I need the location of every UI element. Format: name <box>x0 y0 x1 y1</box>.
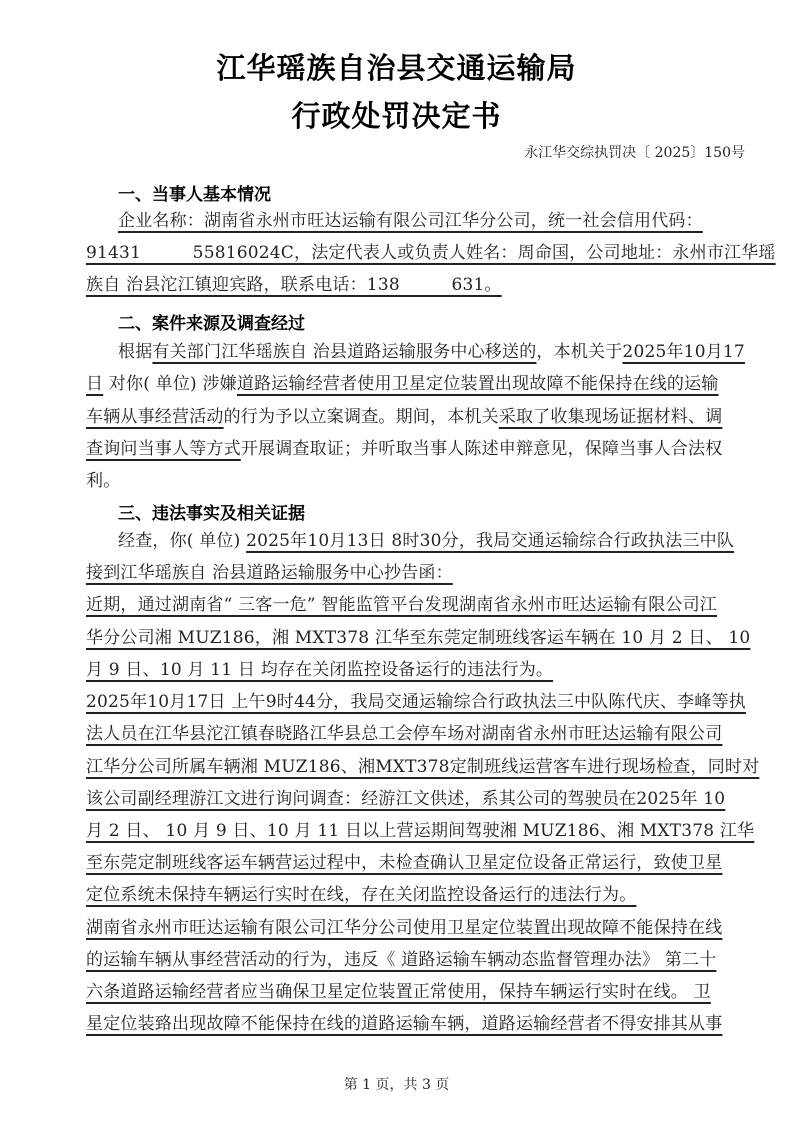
underlined-text: 91431 55816024C，法定代表人或负责人姓名：周命国，公司地址：永州市江华瑶 <box>86 243 776 263</box>
paragraph-line <box>86 981 746 1003</box>
paragraph-line <box>118 210 746 232</box>
paragraph-line <box>86 659 746 681</box>
underlined-text: 该公司副经理游江文进行询问调查：经游江文供述，系其公司的驾驶员在2025年 10 <box>86 789 726 809</box>
underlined-text: 接到江华瑶族自 治县道路运输服务中心抄告函： <box>86 563 453 583</box>
underlined-text: 2025年10月17日 上午9时44分，我局交通运输综合行政执法三中队陈代庆、李峰等执 <box>86 692 746 712</box>
paragraph-line <box>118 341 746 363</box>
text-span: 根据 <box>118 342 153 362</box>
underlined-text: 族自 治县沱江镇迎宾路，联系电话：138 631。 <box>86 275 502 295</box>
page-footer: 第 1 页，共 3 页 <box>343 1077 450 1093</box>
section-heading: 三、违法事实及相关证据 <box>118 504 305 524</box>
document-title-line2: 行政处罚决定书 <box>291 99 502 133</box>
text-span: ，本机关于 <box>536 342 623 362</box>
paragraph-line <box>86 756 760 778</box>
underlined-text: 华分公司湘 MUZ186，湘 MXT378 江华至东莞定制班线客运车辆在 10 月 2 日、 10 <box>86 628 751 648</box>
underlined-text: 六条道路运输经营者应当确保卫星定位装置正常使用，保持车辆运行实时在线。 卫 <box>86 982 711 1002</box>
document-title-line1: 江华瑶族自治县交通运输局 <box>216 51 577 85</box>
section-heading: 一、当事人基本情况 <box>118 185 271 205</box>
underlined-text: 道路运输经营者使用卫星定位装置出现故障不能保持在线的运输 <box>236 374 719 394</box>
underlined-text: 湖南省永州市旺达运输有限公司江华分公司使用卫星定位装置出现故障不能保持在线 <box>86 918 723 938</box>
underlined-text: 2025年10月17 <box>622 342 745 362</box>
paragraph-line <box>86 917 746 939</box>
paragraph-line <box>86 884 746 906</box>
underlined-text: 有关部门江华瑶族自 治县道路运输服务中心移送的 <box>152 342 537 362</box>
underlined-text: 车辆从事经营活动 <box>86 407 224 427</box>
text-span: 经查，你( 单位) <box>118 531 247 551</box>
text-span: 开展调查取证；并听取当事人陈述申辩意见，保障当事人合法权 <box>240 439 723 459</box>
paragraph-line <box>86 438 746 460</box>
paragraph-line <box>86 723 746 745</box>
paragraph-line <box>86 373 746 395</box>
text-span: 利。 <box>86 471 121 491</box>
text-span: 的行为予以立案调查。期间，本机关 <box>223 407 499 427</box>
underlined-text: 查询问当事人等方式 <box>86 439 241 459</box>
paragraph-line <box>86 406 746 428</box>
underlined-text: 月 2 日、 10 月 9 日、10 月 11 日以上营运期间驾驶湘 MUZ186、湘 MXT378 江华 <box>86 821 755 841</box>
underlined-text: 企业名称：湖南省永州市旺达运输有限公司江华分公司，统一社会信用代码： <box>118 211 703 231</box>
section-heading: 二、案件来源及调查经过 <box>118 314 305 334</box>
paragraph-line <box>86 470 746 492</box>
paragraph-line <box>86 594 746 616</box>
paragraph-line <box>86 820 755 842</box>
underlined-text: 江华分公司所属车辆湘 MUZ186、湘MXT378定制班线运营客车进行现场检查，同时对 <box>86 757 760 777</box>
text-span: 对你( 单位) 涉嫌 <box>103 374 237 394</box>
underlined-text: 星定位装臵出现故障不能保持在线的道路运输车辆，道路运输经营者不得安排其从事 <box>86 1014 723 1034</box>
paragraph-line <box>86 274 746 296</box>
paragraph-line <box>86 242 776 264</box>
paragraph-line <box>86 949 746 971</box>
paragraph-line <box>86 562 746 584</box>
paragraph-line <box>86 788 746 810</box>
underlined-text: 定位系统未保持车辆运行实时在线，存在关闭监控设备运行的违法行为。 <box>86 885 637 905</box>
underlined-text: 2025年10月13日 8时30分，我局交通运输综合行政执法三中队 <box>246 531 735 551</box>
underlined-text: 至东莞定制班线客运车辆营运过程中，未检查确认卫星定位设备正常运行，致使卫星 <box>86 853 723 873</box>
paragraph-line <box>86 627 751 649</box>
paragraph-line <box>86 1013 746 1035</box>
underlined-text: 近期，通过湖南省“ 三客一危” 智能监管平台发现湖南省永州市旺达运输有限公司江 <box>86 595 717 615</box>
paragraph-line <box>86 852 746 874</box>
underlined-text: 的运输车辆从事经营活动的行为，违反《 道路运输车辆动态监督管理办法》 第二十 <box>86 950 717 970</box>
document-number: 永江华交综执罚决〔 2025〕150号 <box>524 145 745 161</box>
underlined-text: 月 9 日、10 月 11 日 均存在关闭监控设备运行的违法行为。 <box>86 660 554 680</box>
underlined-text: 日 <box>86 374 104 394</box>
underlined-text: 采取了收集现场证据材料、调 <box>498 407 723 427</box>
paragraph-line <box>118 530 746 552</box>
underlined-text: 法人员在江华县沱江镇春晓路江华县总工会停车场对湖南省永州市旺达运输有限公司 <box>86 724 723 744</box>
paragraph-line <box>86 691 746 713</box>
